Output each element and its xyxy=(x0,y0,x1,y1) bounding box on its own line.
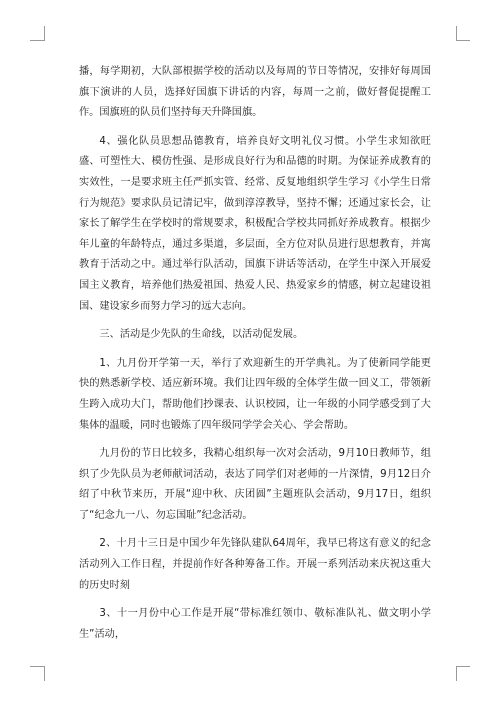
section-heading-activities: 三、活动是少先队的生命线，以活动促发展。 xyxy=(99,329,304,341)
crop-mark-bottom-left-vertical xyxy=(44,666,45,681)
crop-mark-bottom-right-vertical xyxy=(456,666,457,681)
document-body xyxy=(79,62,431,653)
paragraph-september-opening: 1、九月份开学第一天，举行了欢迎新生的开学典礼。为了使新同学能更快的熟悉新学校、适应新环境。我们让四年级的全体学生做一回义工，带领新生跨入成功大门，帮助他们抄课表、认识校园，让一年级的小同学感受到了大集体的温暖，同时也锻炼了四年级同学学会关心、学会帮助。 xyxy=(79,357,431,431)
crop-mark-top-right-horizontal xyxy=(456,40,470,41)
paragraph-moral-education: 4、强化队员思想品德教育，培养良好文明礼仪习惯。小学生求知欲旺盛、可塑性大、模仿性强、是形成良好行为和品德的时期。为保证养成教育的实效性，一是要求班主任严抓实管、经常、反复地组织学生学习《小学生日常行为规范》要求队员记清记牢，做到淳淳教导，坚持不懈；还通过家长会，让家长了解学生在学校时的常规要求，积极配合学校共同抓好养成教育。根据少年儿童的年龄特点，通过多渠道，多层面，全方位对队员进行思想教育，并寓教育于活动之中。通过举行队活动，国旗下讲话等活动，在学生中深入开展爱国主义教育，培养他们热爱祖国、热爱人民、热爱家乡的情感，树立起建设祖国、建设家乡而努力学习的远大志向。 xyxy=(79,135,431,312)
paragraph-broadcast-continuation: 播，每学期初，大队部根据学校的活动以及每周的节日等情况，安排好每周国旗下演讲的人员，选择好国旗下讲话的内容，每周一之前，做好督促提醒工作。国旗班的队员们坚持每天升降国旗。 xyxy=(79,66,431,119)
crop-mark-bottom-right-horizontal xyxy=(456,666,470,667)
crop-mark-top-left-vertical xyxy=(44,26,45,41)
crop-mark-top-left-horizontal xyxy=(30,40,44,41)
paragraph-september-festivals: 九月份的节日比较多，我精心组织每一次对会活动，9月10日教师节，组织了少先队员为老师献词活动，表达了同学们对老师的一片深情，9月12日介绍了中秋节来历，开展“迎中秋、庆团圆”主题班队会活动，9月17日，组织了“纪念九一八、勿忘国耻”纪念活动。 xyxy=(79,448,431,521)
crop-mark-bottom-left-horizontal xyxy=(30,666,44,667)
paragraph-november-activity: 3、十一月份中心工作是开展“带标准红领巾、敬标准队礼、做文明小学生”活动， xyxy=(79,608,431,640)
crop-mark-top-right-vertical xyxy=(456,26,457,41)
paragraph-october-anniversary: 2、十月十三日是中国少年先锋队建队64周年，我早已将这有意义的纪念活动列入工作日程，并提前作好各种筹备工作。开展一系列活动来庆祝这重大的历史时刻 xyxy=(79,538,431,591)
